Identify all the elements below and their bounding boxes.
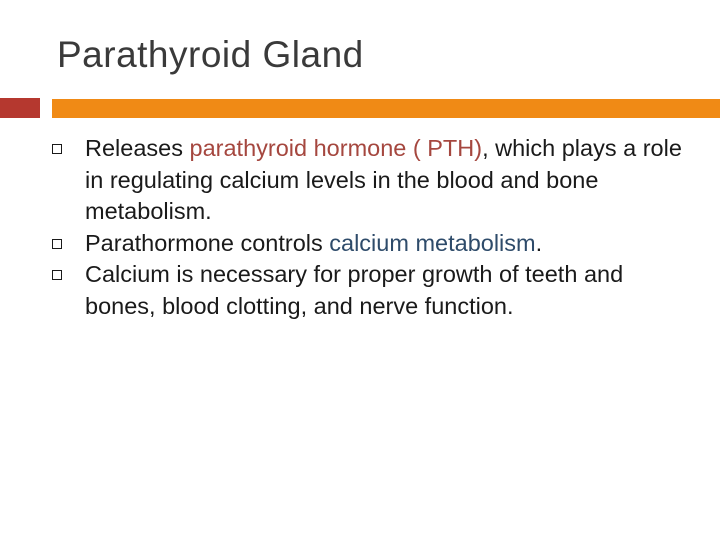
bullet-item-calcium xyxy=(0,259,720,322)
title-rule-right xyxy=(52,99,720,118)
calcium-metabolism-highlight: calcium metabolism xyxy=(329,229,536,256)
title-rule-left xyxy=(0,98,40,118)
pth-highlight: parathyroid hormone ( PTH) xyxy=(189,135,483,161)
hollow-square-bullet-icon xyxy=(52,270,62,280)
bullet-text-prefix: Parathormone controls xyxy=(85,229,330,256)
bullet-item-parathormone xyxy=(0,228,720,260)
bullet-text-prefix: Releases xyxy=(85,135,190,161)
bullet-text-suffix: , which plays a role in regulating calcium levels in the blood and bone metabolism. xyxy=(85,135,682,224)
hollow-square-bullet-icon xyxy=(52,239,62,249)
bullet-item-pth xyxy=(0,133,720,228)
hollow-square-bullet-icon xyxy=(52,144,62,154)
bullet-list xyxy=(0,133,720,322)
bullet-text-suffix: . xyxy=(535,229,543,256)
bullet-text: Calcium is necessary for proper growth of teeth and bones, blood clotting, and nerve function. xyxy=(85,261,624,319)
slide-title: Parathyroid Gland xyxy=(57,34,364,75)
